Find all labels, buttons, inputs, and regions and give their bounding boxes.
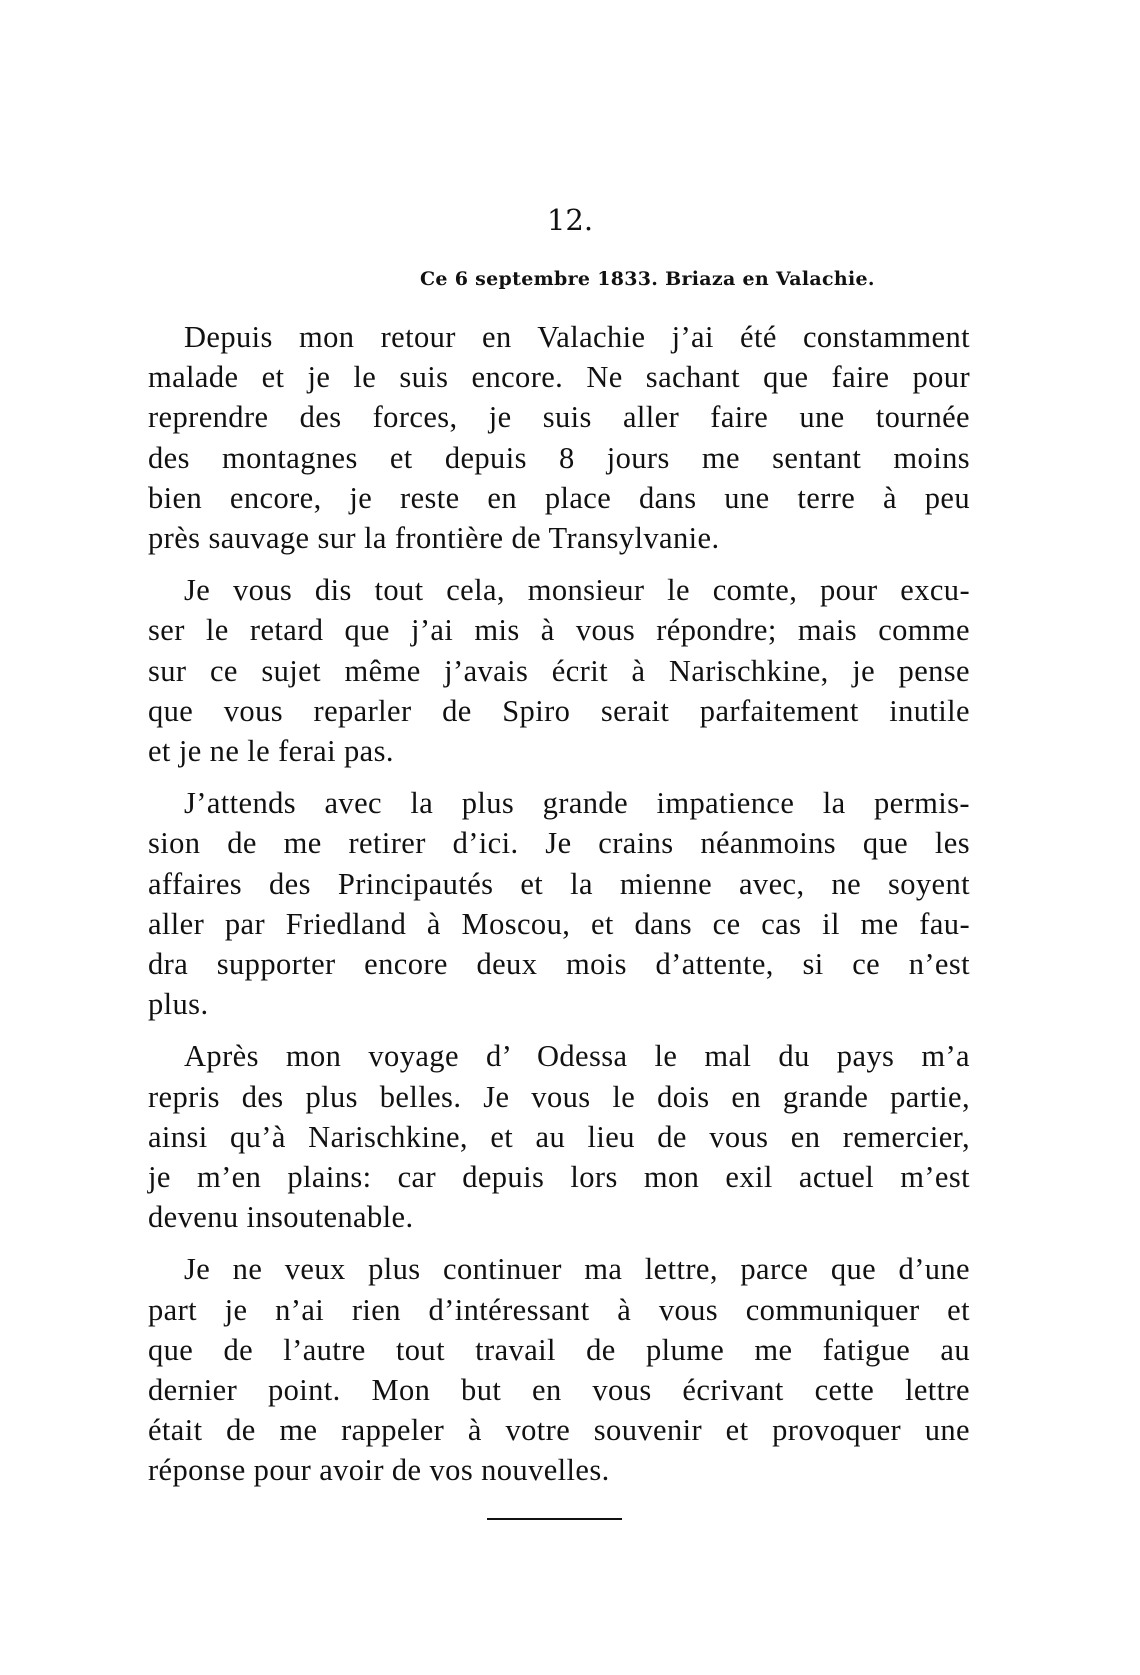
text-line: que vous reparler de Spiro serait parfaitement inutile	[148, 693, 970, 728]
paragraph	[148, 1249, 970, 1490]
text-line: malade et je le suis encore. Ne sachant que faire pour	[148, 360, 970, 395]
paragraph	[148, 1036, 970, 1237]
text-line: que de l’autre tout travail de plume me fatigue au	[148, 1332, 970, 1367]
text-line: part je n’ai rien d’intéressant à vous communiquer et	[148, 1292, 970, 1327]
text-line: sur ce sujet même j’avais écrit à Narischkine, je pense	[148, 653, 970, 688]
text-line: dernier point. Mon but en vous écrivant cette lettre	[148, 1373, 970, 1408]
text-line: et je ne le ferai pas.	[148, 734, 394, 769]
text-line: réponse pour avoir de vos nouvelles.	[148, 1453, 610, 1488]
text-line: J’attends avec la plus grande impatience la permis-	[184, 786, 970, 821]
text-line: sion de me retirer d’ici. Je crains néanmoins que les	[148, 826, 970, 861]
paragraph	[148, 783, 970, 1024]
text-line: ser le retard que j’ai mis à vous répondre; mais comme	[148, 613, 970, 648]
text-line: affaires des Principautés et la mienne avec, ne soyent	[148, 866, 970, 901]
text-line: bien encore, je reste en place dans une terre à peu	[148, 480, 970, 515]
text-line: aller par Friedland à Moscou, et dans ce cas il me fau-	[148, 906, 970, 941]
text-line: reprendre des forces, je suis aller faire une tournée	[148, 400, 970, 435]
dateline: Ce 6 septembre 1833. Briaza en Valachie.	[420, 268, 875, 290]
text-line: près sauvage sur la frontière de Transylvanie.	[148, 521, 720, 556]
text-line: Je vous dis tout cela, monsieur le comte, pour excu-	[184, 573, 970, 608]
text-line: était de me rappeler à votre souvenir et provoquer une	[148, 1413, 970, 1448]
text-line: Depuis mon retour en Valachie j’ai été constamment	[184, 320, 970, 354]
paragraph	[148, 317, 970, 558]
text-line: ainsi qu’à Narischkine, et au lieu de vous en remercier,	[148, 1119, 970, 1154]
text-line: dra supporter encore deux mois d’attente, si ce n’est	[148, 947, 970, 982]
letter-body	[148, 317, 970, 1503]
text-line: plus.	[148, 987, 209, 1022]
paragraph	[148, 570, 970, 771]
text-line: Après mon voyage d’ Odessa le mal du pays m’a	[184, 1039, 970, 1074]
text-line: repris des plus belles. Je vous le dois en grande partie,	[148, 1079, 970, 1114]
letter-number: 12.	[546, 203, 594, 237]
text-line: je m’en plains: car depuis lors mon exil actuel m’est	[148, 1160, 970, 1195]
text-line: des montagnes et depuis 8 jours me sentant moins	[148, 440, 970, 475]
end-rule-divider	[487, 1518, 622, 1520]
text-line: devenu insoutenable.	[148, 1200, 414, 1235]
text-line: Je ne veux plus continuer ma lettre, parce que d’une	[184, 1252, 970, 1287]
